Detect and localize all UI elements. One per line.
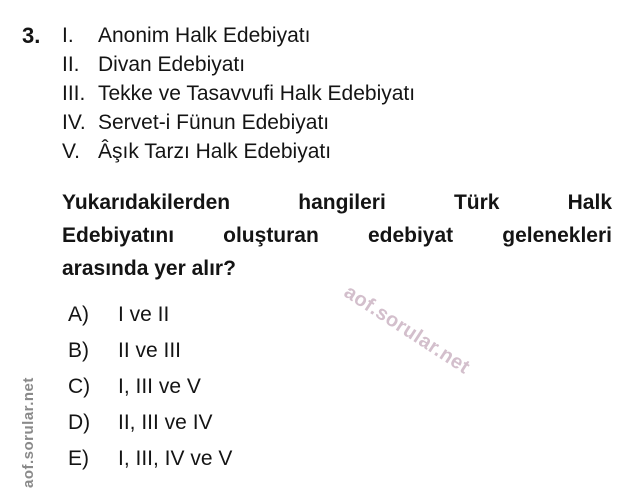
premise-item — [62, 50, 415, 79]
option-row-e — [68, 441, 232, 477]
stem-line: arasında yer alır? — [62, 257, 236, 280]
premise-text: Servet-i Fünun Edebiyatı — [98, 111, 330, 134]
premise-numeral: I. — [62, 24, 74, 47]
option-text: I, III, IV ve V — [118, 447, 233, 470]
option-row-d — [68, 405, 232, 441]
premise-item — [62, 137, 415, 166]
premise-item — [62, 108, 415, 137]
premise-numeral: III. — [62, 82, 86, 105]
question-number: 3. — [22, 23, 41, 48]
question-stem — [62, 186, 612, 285]
option-letter: C) — [68, 375, 91, 398]
premise-numeral: V. — [62, 140, 80, 163]
stem-line: Yukarıdakilerden hangileri Türk Halk — [62, 191, 612, 214]
option-row-a — [68, 297, 232, 333]
premise-text: Âşık Tarzı Halk Edebiyatı — [98, 140, 332, 163]
premise-text: Tekke ve Tasavvufi Halk Edebiyatı — [98, 82, 416, 105]
option-row-c — [68, 369, 232, 405]
option-text: I ve II — [118, 303, 170, 326]
premise-list — [62, 21, 415, 166]
premise-numeral: II. — [62, 53, 80, 76]
option-letter: B) — [68, 339, 89, 362]
option-letter: E) — [68, 447, 89, 470]
option-text: II, III ve IV — [118, 411, 213, 434]
premise-numeral: IV. — [62, 111, 86, 134]
option-text: I, III ve V — [118, 375, 201, 398]
stem-line: Edebiyatını oluşturan edebiyat gelenekleri — [62, 224, 612, 247]
watermark-diagonal: aof.sorular.net — [340, 281, 474, 379]
option-row-b — [68, 333, 232, 369]
premise-item — [62, 21, 415, 50]
option-text: II ve III — [118, 339, 182, 362]
premise-text: Anonim Halk Edebiyatı — [98, 24, 311, 47]
option-letter: A) — [68, 303, 89, 326]
premise-item — [62, 79, 415, 108]
option-letter: D) — [68, 411, 91, 434]
watermark-vertical: aof.sorular.net — [20, 377, 37, 488]
options-list — [68, 297, 232, 477]
premise-text: Divan Edebiyatı — [98, 53, 246, 76]
